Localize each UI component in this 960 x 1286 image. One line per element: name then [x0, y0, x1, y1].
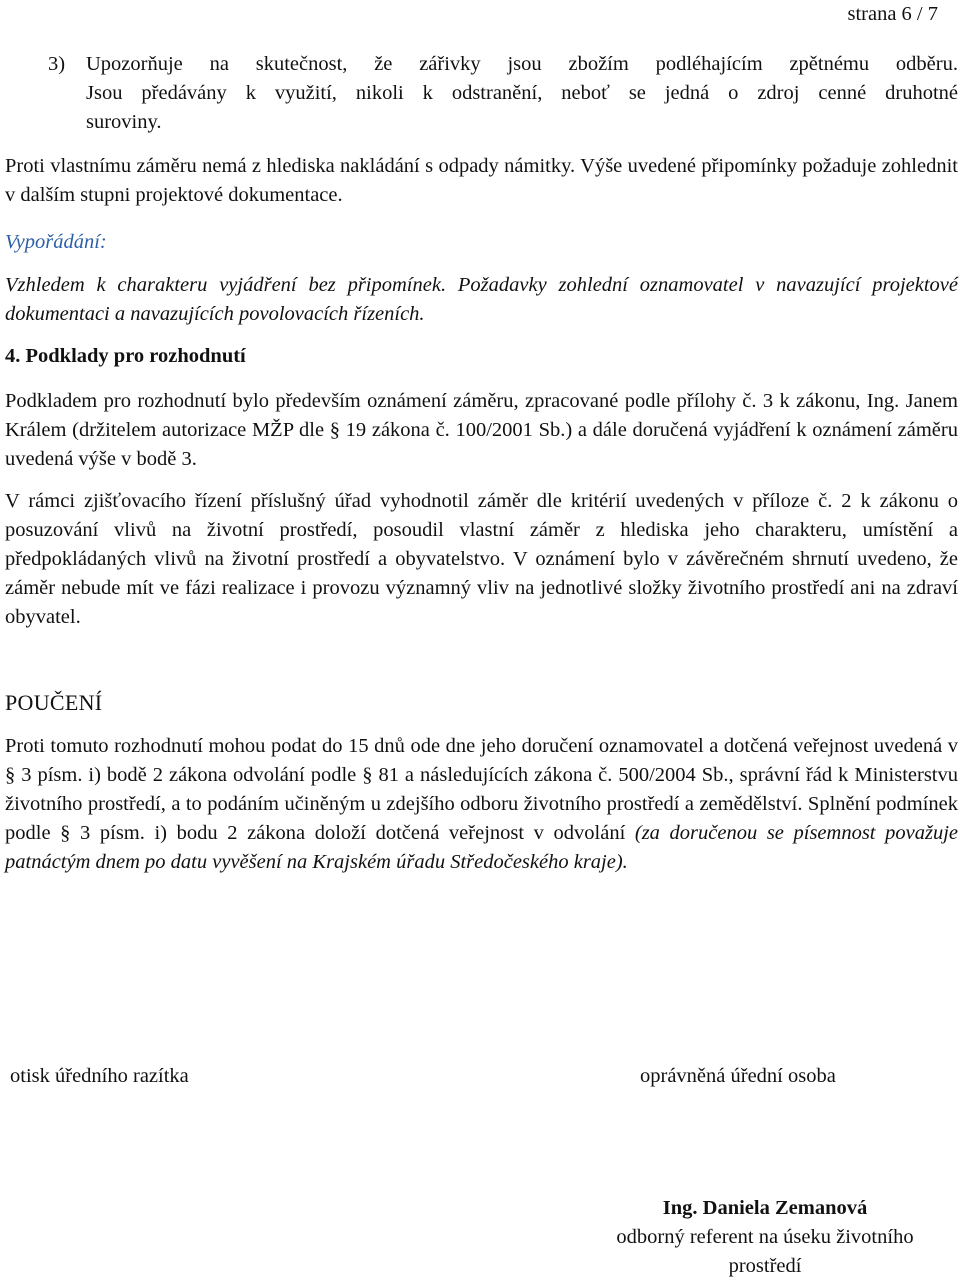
official-label: oprávněná úřední osoba	[640, 1065, 836, 1087]
item3-line3: suroviny.	[86, 111, 162, 133]
pouceni-text-italic: (za doručenou se písemnost považuje patnáctým dnem po datu vyvěšení na Krajském úřadu Středočeského kraje).	[5, 822, 958, 873]
signatory-role-line1: odborný referent na úseku životního	[616, 1226, 914, 1248]
vyporadani-label: Vypořádání:	[5, 231, 107, 253]
paragraph-no-objection: Proti vlastnímu záměru nemá z hlediska nakládání s odpady námitky. Výše uvedené připomínky požaduje zohlednit v dalším stupni projektové dokumentace.	[5, 155, 958, 206]
signature-block	[565, 1194, 960, 1281]
page-number: strana 6 / 7	[847, 3, 938, 25]
list-item-3	[48, 50, 958, 137]
signatory-role-line2: prostředí	[728, 1255, 802, 1277]
pouceni-text	[5, 732, 958, 877]
signatory-name: Ing. Daniela Zemanová	[662, 1197, 868, 1219]
stamp-label: otisk úředního razítka	[10, 1065, 189, 1087]
section-4-heading: 4. Podklady pro rozhodnutí	[5, 345, 246, 367]
pouceni-text-plain: Proti tomuto rozhodnutí mohou podat do 15 dnů ode dne jeho doručení oznamovatel a dotčená veřejnost uvedená v § 3 písm. i) bodě 2 zákona odvolání podle § 81 a následujících zákona č. 500/2004 Sb., správní řád k Ministerstvu životního prostředí, a to podáním učiněným u zdejšího odboru životního prostředí a zemědělství. Splnění podmínek podle § 3 písm. i) bodu 2 zákona doloží dotčená veřejnost v odvolání	[5, 735, 958, 844]
vyporadani-text: Vzhledem k charakteru vyjádření bez připomínek. Požadavky zohlední oznamovatel v navazující projektové dokumentaci a navazujících povolovacích řízeních.	[5, 274, 958, 325]
item3-line2: Jsou předávány k využití, nikoli k odstranění, neboť se jedná o zdroj cenné druhotné	[86, 82, 958, 104]
section-4-paragraph-2: V rámci zjišťovacího řízení příslušný úřad vyhodnotil záměr dle kritérií uvedených v příloze č. 2 k zákonu o posuzování vlivů na životní prostředí, posoudil vlastní záměr z hlediska jeho charakteru, umístění a předpokládaných vlivů na životní prostředí a obyvatelstvo. V oznámení bylo v závěrečném shrnutí uvedeno, že záměr nebude mít ve fázi realizace i provozu významný vliv na jednotlivé složky životního prostředí ani na zdraví obyvatel.	[5, 490, 958, 628]
list-item-number: 3)	[48, 53, 66, 75]
item3-line1: Upozorňuje na skutečnost, že zářivky jsou zbožím podléhajícím zpětnému odběru.	[86, 53, 958, 75]
section-4-paragraph-1: Podkladem pro rozhodnutí bylo především oznámení záměru, zpracované podle přílohy č. 3 k zákonu, Ing. Janem Králem (držitelem autorizace MŽP dle § 19 zákona č. 100/2001 Sb.) a dále doručená vyjádření k oznámení záměru uvedená výše v bodě 3.	[5, 390, 958, 470]
pouceni-heading: POUČENÍ	[5, 690, 103, 715]
